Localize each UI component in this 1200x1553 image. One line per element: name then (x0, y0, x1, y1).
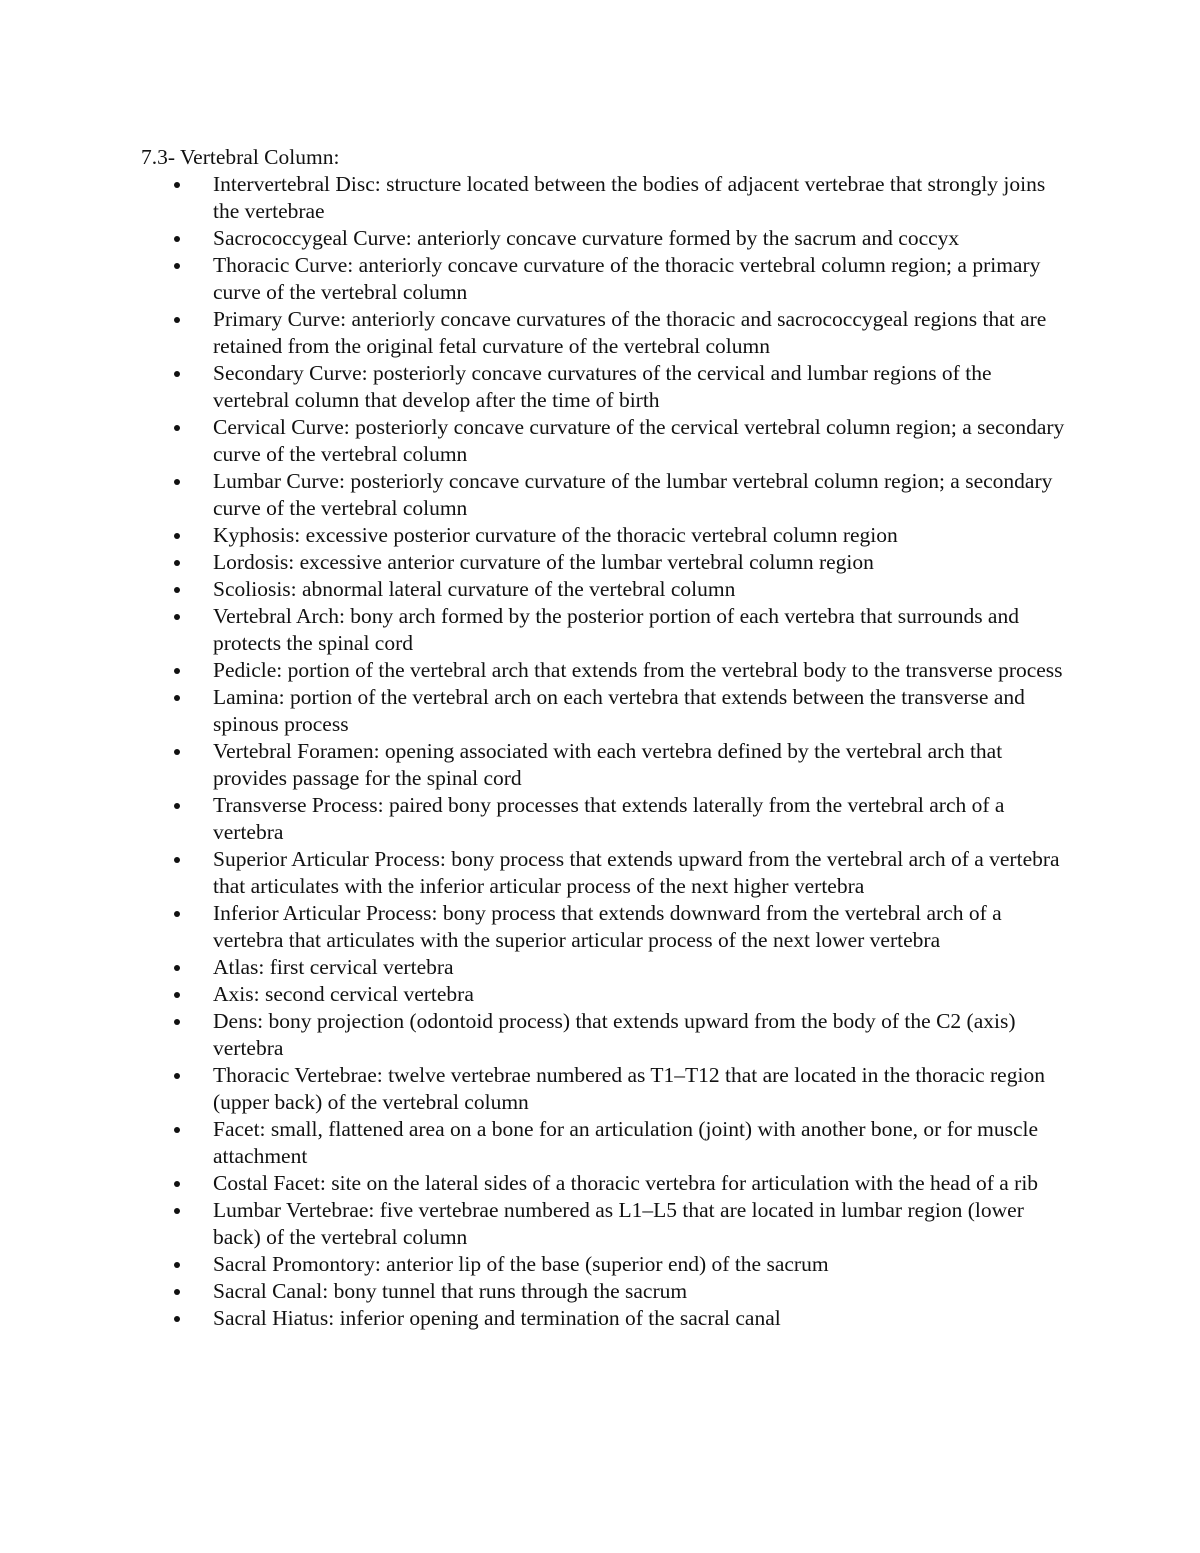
term-definition: Lordosis: excessive anterior curvature of the lumbar vertebral column region (213, 550, 874, 574)
list-item (141, 603, 1071, 657)
term-definition: Axis: second cervical vertebra (213, 982, 474, 1006)
term-definition: Costal Facet: site on the lateral sides of a thoracic vertebra for articulation with the head of a rib (213, 1171, 1039, 1195)
bullet-icon (174, 911, 180, 917)
term-definition: Facet: small, flattened area on a bone for an articulation (joint) with another bone, or for muscle attachment (213, 1117, 1039, 1168)
bullet-icon (174, 965, 180, 971)
term-definition: Vertebral Arch: bony arch formed by the posterior portion of each vertebra that surrounds and protects the spinal cord (213, 604, 1019, 655)
bullet-icon (174, 1181, 180, 1187)
bullet-icon (174, 317, 180, 323)
list-item (141, 846, 1071, 900)
term-definition: Transverse Process: paired bony processes that extends laterally from the vertebral arch of a vertebra (213, 793, 1005, 844)
list-item (141, 522, 1071, 549)
list-item (141, 225, 1071, 252)
bullet-icon (174, 1019, 180, 1025)
bullet-icon (174, 749, 180, 755)
term-definition: Intervertebral Disc: structure located between the bodies of adjacent vertebrae that strongly joins the vertebrae (213, 172, 1046, 223)
bullet-icon (174, 1262, 180, 1268)
section-heading: 7.3- Vertebral Column: (141, 145, 340, 169)
term-definition: Inferior Articular Process: bony process that extends downward from the vertebral arch of a vertebra that articulates with the superior articular process of the next lower vertebra (213, 901, 1002, 952)
list-item (141, 549, 1071, 576)
term-definition: Vertebral Foramen: opening associated with each vertebra defined by the vertebral arch that provides passage for the spinal cord (213, 739, 1003, 790)
bullet-icon (174, 695, 180, 701)
bullet-icon (174, 533, 180, 539)
bullet-icon (174, 236, 180, 242)
list-item (141, 1305, 1071, 1332)
term-definition: Sacral Promontory: anterior lip of the base (superior end) of the sacrum (213, 1252, 829, 1276)
list-item (141, 900, 1071, 954)
list-item (141, 414, 1071, 468)
bullet-icon (174, 614, 180, 620)
bullet-icon (174, 587, 180, 593)
list-item (141, 657, 1071, 684)
bullet-icon (174, 425, 180, 431)
bullet-icon (174, 857, 180, 863)
bullet-icon (174, 668, 180, 674)
list-item (141, 1170, 1071, 1197)
term-definition: Primary Curve: anteriorly concave curvatures of the thoracic and sacrococcygeal regions that are retained from the original fetal curvature of the vertebral column (213, 307, 1047, 358)
term-definition: Pedicle: portion of the vertebral arch that extends from the vertebral body to the transverse process (213, 658, 1063, 682)
bullet-icon (174, 1316, 180, 1322)
list-item (141, 1278, 1071, 1305)
bullet-icon (174, 182, 180, 188)
bullet-icon (174, 803, 180, 809)
bullet-icon (174, 992, 180, 998)
list-item (141, 1062, 1071, 1116)
list-item (141, 171, 1071, 225)
bullet-icon (174, 1289, 180, 1295)
bullet-icon (174, 479, 180, 485)
list-item (141, 684, 1071, 738)
list-item (141, 981, 1071, 1008)
term-definition: Lumbar Vertebrae: five vertebrae numbered as L1–L5 that are located in lumbar region (lower back) of the vertebral column (213, 1198, 1024, 1249)
list-item (141, 1116, 1071, 1170)
list-item (141, 1008, 1071, 1062)
list-item (141, 576, 1071, 603)
bullet-icon (174, 371, 180, 377)
list-item (141, 252, 1071, 306)
list-item (141, 360, 1071, 414)
term-definition: Secondary Curve: posteriorly concave curvatures of the cervical and lumbar regions of the vertebral column that develop after the time of birth (213, 361, 992, 412)
list-item (141, 792, 1071, 846)
bullet-icon (174, 263, 180, 269)
term-definition: Lumbar Curve: posteriorly concave curvature of the lumbar vertebral column region; a secondary curve of the vertebral column (213, 469, 1053, 520)
term-definition: Dens: bony projection (odontoid process) that extends upward from the body of the C2 (axis) vertebra (213, 1009, 1016, 1060)
terms-list (141, 171, 1071, 1332)
term-definition: Cervical Curve: posteriorly concave curvature of the cervical vertebral column region; a secondary curve of the vertebral column (213, 415, 1065, 466)
bullet-icon (174, 1073, 180, 1079)
list-item (141, 1251, 1071, 1278)
term-definition: Sacral Hiatus: inferior opening and termination of the sacral canal (213, 1306, 781, 1330)
term-definition: Scoliosis: abnormal lateral curvature of the vertebral column (213, 577, 736, 601)
bullet-icon (174, 1208, 180, 1214)
term-definition: Thoracic Vertebrae: twelve vertebrae numbered as T1–T12 that are located in the thoracic region (upper back) of the vertebral column (213, 1063, 1045, 1114)
bullet-icon (174, 560, 180, 566)
term-definition: Kyphosis: excessive posterior curvature of the thoracic vertebral column region (213, 523, 898, 547)
list-item (141, 738, 1071, 792)
term-definition: Sacral Canal: bony tunnel that runs through the sacrum (213, 1279, 688, 1303)
term-definition: Thoracic Curve: anteriorly concave curvature of the thoracic vertebral column region; a primary curve of the vertebral column (213, 253, 1041, 304)
term-definition: Atlas: first cervical vertebra (213, 955, 454, 979)
term-definition: Superior Articular Process: bony process that extends upward from the vertebral arch of a vertebra that articulates with the inferior articular process of the next higher vertebra (213, 847, 1060, 898)
list-item (141, 306, 1071, 360)
list-item (141, 468, 1071, 522)
document-content (141, 144, 1071, 1332)
list-item (141, 954, 1071, 981)
bullet-icon (174, 1127, 180, 1133)
list-item (141, 1197, 1071, 1251)
term-definition: Lamina: portion of the vertebral arch on each vertebra that extends between the transverse and spinous process (213, 685, 1025, 736)
term-definition: Sacrococcygeal Curve: anteriorly concave curvature formed by the sacrum and coccyx (213, 226, 960, 250)
